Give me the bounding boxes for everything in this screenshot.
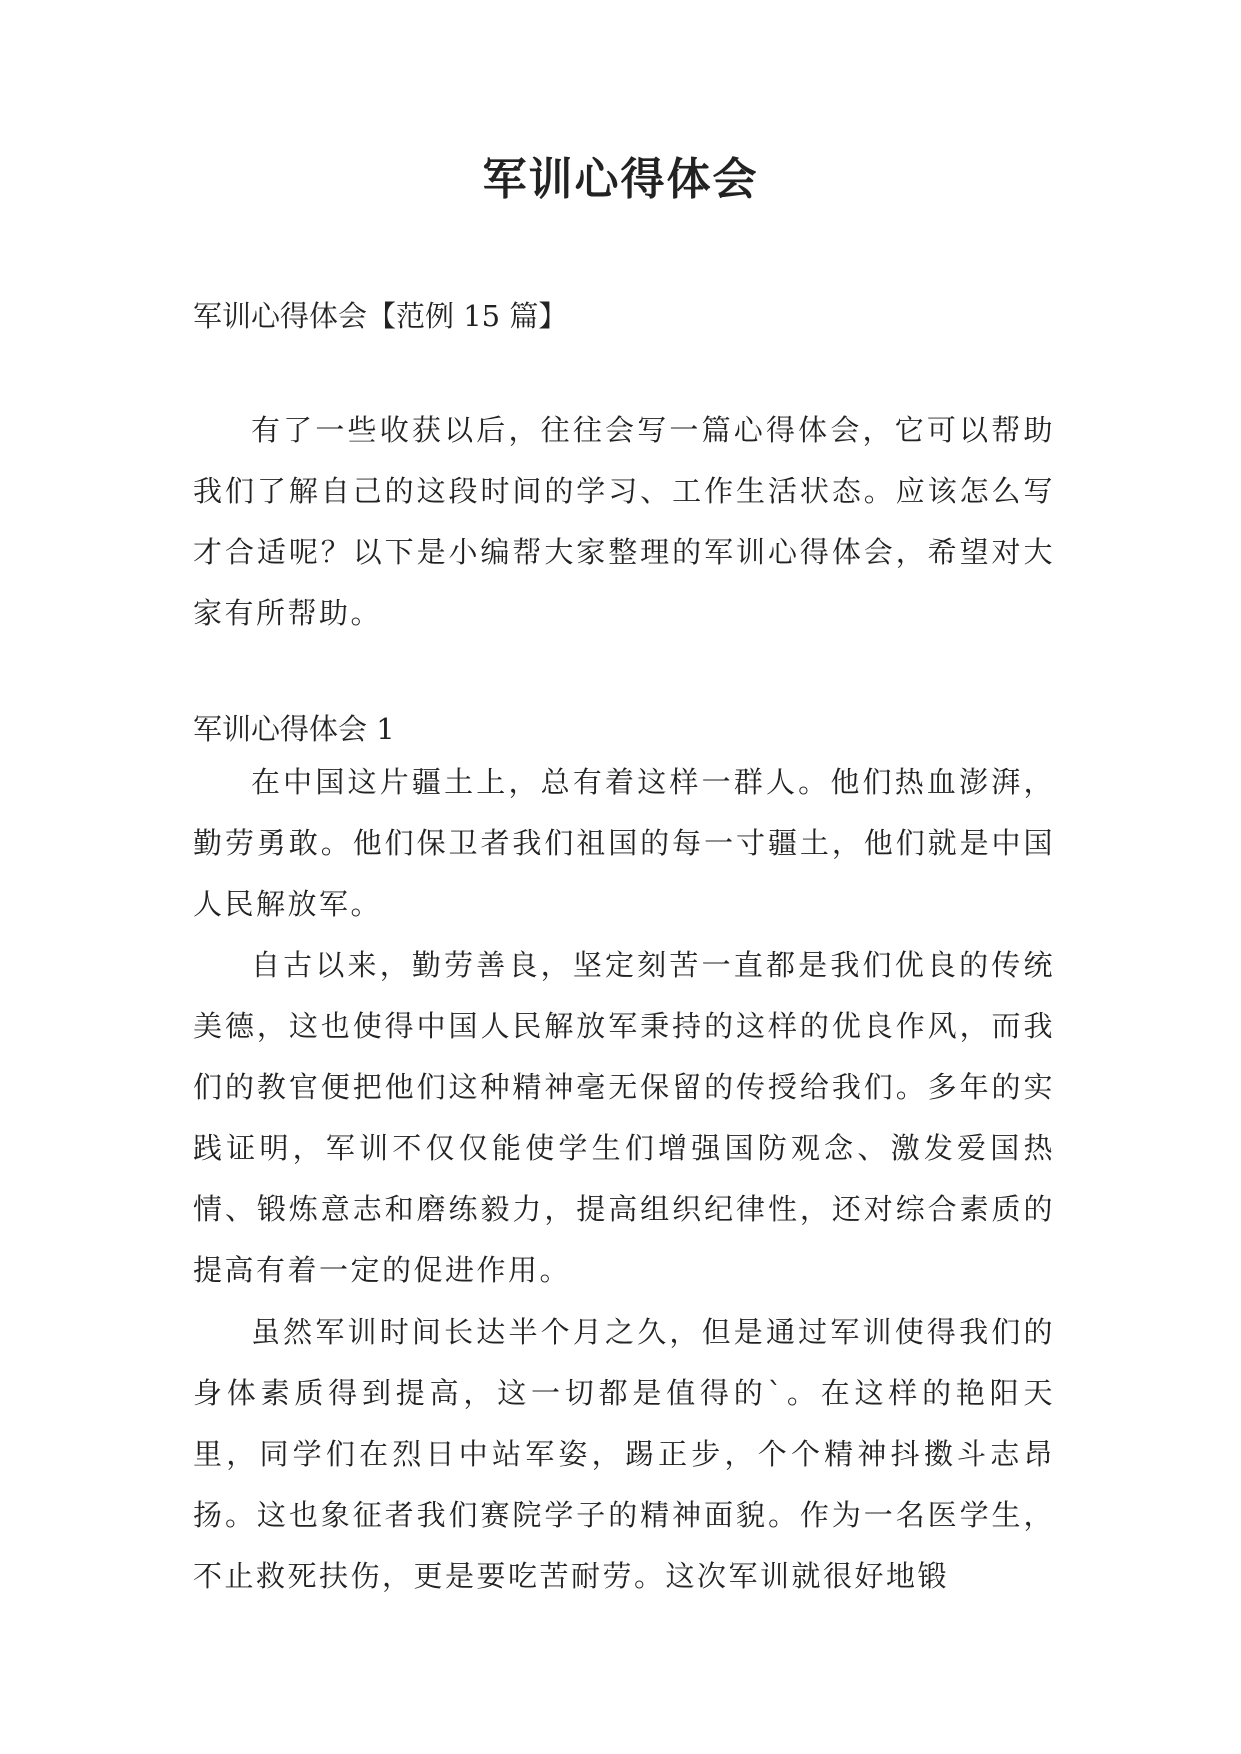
document-subtitle: 军训心得体会【范例 15 篇】: [193, 299, 568, 333]
body-paragraph: 在中国这片疆土上，总有着这样一群人。他们热血澎湃，勤劳勇敢。他们保卫者我们祖国的每一寸疆土，他们就是中国人民解放军。: [193, 765, 1055, 921]
document-title: 军训心得体会: [482, 154, 759, 205]
section-heading: 军训心得体会 1: [193, 712, 395, 746]
body-paragraph: 自古以来，勤劳善良，坚定刻苦一直都是我们优良的传统美德，这也使得中国人民解放军秉持的这样的优良作风，而我们的教官便把他们这种精神毫无保留的传授给我们。多年的实践证明，军训不仅仅能使学生们增强国防观念、激发爱国热情、锻炼意志和磨练毅力，提高组织纪律性，还对综合素质的提高有着一定的促进作用。: [193, 948, 1055, 1287]
intro-paragraph: 有了一些收获以后，往往会写一篇心得体会，它可以帮助我们了解自己的这段时间的学习、工作生活状态。应该怎么写才合适呢？以下是小编帮大家整理的军训心得体会，希望对大家有所帮助。: [193, 413, 1055, 630]
body-paragraph: 虽然军训时间长达半个月之久，但是通过军训使得我们的身体素质得到提高，这一切都是值得的`。在这样的艳阳天里，同学们在烈日中站军姿，踢正步，个个精神抖擞斗志昂扬。这也象征者我们赛院学子的精神面貌。作为一名医学生，不止救死扶伤，更是要吃苦耐劳。这次军训就很好地锻: [193, 1315, 1055, 1593]
